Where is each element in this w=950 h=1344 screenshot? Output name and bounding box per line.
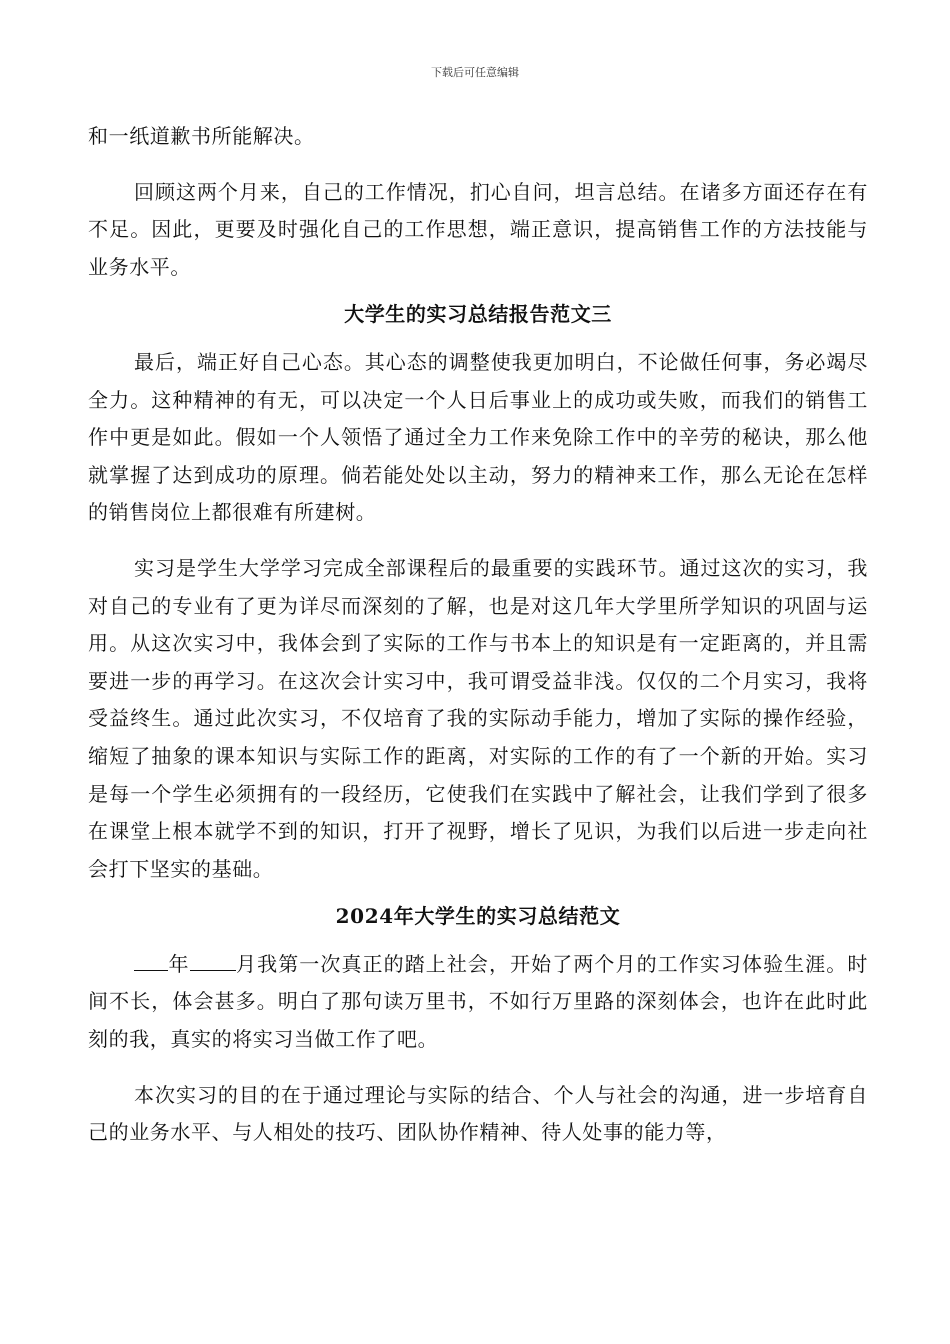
paragraph-internship: 实习是学生大学学习完成全部课程后的最重要的实践环节。通过这次的实习，我对自己的专业有了更为详尽而深刻的了解，也是对这几年大学里所学知识的巩固与运用。从这次实习中，我体会到了实际的工作与书本上的知识是有一定距离的，并且需要进一步的再学习。在这次会计实习中，我可谓受益非浅。仅仅的二个月实习，我将受益终生。通过此次实习，不仅培育了我的实际动手能力，增加了实际的操作经验，缩短了抽象的课本知识与实际工作的距离，对实际的工作的有了一个新的开始。实习是每一个学生必须拥有的一段经历，它使我们在实践中了解社会，让我们学到了很多在课堂上根本就学不到的知识，打开了视野，增长了见识，为我们以后进一步走向社会打下坚实的基础。 [88,555,868,881]
paragraph-first-job [88,946,868,1059]
year-blank [134,950,168,971]
month-blank [190,950,236,971]
paragraph-attitude: 最后，端正好自己心态。其心态的调整使我更加明白，不论做任何事，务必竭尽全力。这种精神的有无，可以决定一个人日后事业上的成功或失败，而我们的销售工作中更是如此。假如一个人领悟了通过全力工作来免除工作中的辛劳的秘诀，那么他就掌握了达到成功的原理。倘若能处处以主动，努力的精神来工作，那么无论在怎样的销售岗位上都很难有所建树。 [88,349,868,525]
year-label: 年 [168,951,190,976]
section-heading-3: 大学生的实习总结报告范文三 [344,302,612,327]
paragraph-first-job-text: 月我第一次真正的踏上社会，开始了两个月的工作实习体验生涯。时间不长，体会甚多。明白了那句读万里书，不如行万里路的深刻体会，也许在此时此刻的我，真实的将实习当做工作了吧。 [88,951,868,1052]
section-heading-2024: 2024年大学生的实习总结范文 [335,904,621,929]
paragraph-purpose: 本次实习的目的在于通过理论与实际的结合、个人与社会的沟通，进一步培育自己的业务水平、与人相处的技巧、团队协作精神、待人处事的能力等， [88,1082,868,1145]
page-header: 下载后可任意编辑 [431,66,519,79]
document-body [88,118,868,1152]
paragraph-review: 回顾这两个月来，自己的工作情况，扪心自问，坦言总结。在诸多方面还存在有不足。因此，更要及时强化自己的工作思想，端正意识，提高销售工作的方法技能与业务水平。 [88,179,868,279]
paragraph-continuation: 和一纸道歉书所能解决。 [88,124,315,148]
